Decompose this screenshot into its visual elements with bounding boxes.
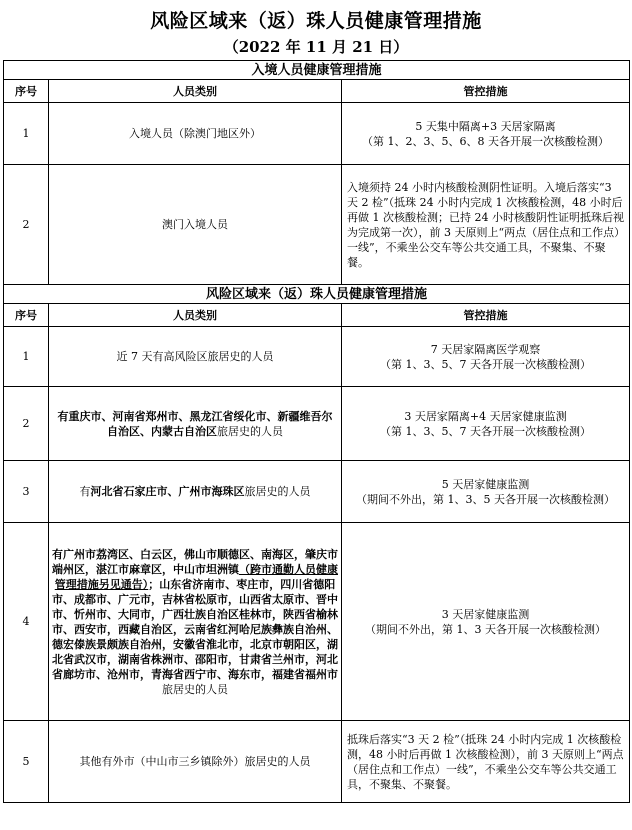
row-measure: 抵珠后落实“3 天 2 检”（抵珠 24 小时内完成 1 次核酸检测，48 小时后再做 1 次核酸检测），前 3 天原则上“两点（居住点和工作点）一线”，不乘坐公交车等公共交通工具，不聚集、不聚餐。 [342,721,630,803]
table-row [4,103,630,165]
row-measure: 3 天居家健康监测 （期间不外出，第 1、3 天各开展一次核酸检测） [342,523,630,721]
category-regions: 有重庆市、河南省郑州市、黑龙江省绥化市、新疆维吾尔自治区、内蒙古自治区 [57,409,333,438]
category-commuter-note: （跨市通勤人员健康管理措施另见通告） [54,562,338,591]
page-title: 风险区域来（返）珠人员健康管理措施 [150,10,482,32]
page-date: （2022 年 11 月 21 日） [223,38,409,56]
category-regions: 河北省石家庄市、广州市海珠区 [90,485,245,498]
row-no: 2 [4,387,49,461]
row-category: 入境人员（除澳门地区外） [49,103,342,165]
category-tail: 旅居史的人员 [244,485,311,498]
row-measure: 7 天居家隔离医学观察 （第 1、3、5、7 天各开展一次核酸检测） [342,327,630,387]
section-heading-risk-area: 风险区域来（返）珠人员健康管理措施 [4,285,630,304]
table-row [4,327,630,387]
row-measure: 3 天居家隔离+4 天居家健康监测 （第 1、3、5、7 天各开展一次核酸检测） [342,387,630,461]
category-regions: 有广州市荔湾区、白云区，佛山市顺德区、南海区，肇庆市端州区，湛江市麻章区，中山市坦洲镇 [52,547,338,576]
header-measure: 管控措施 [342,304,630,327]
header-no: 序号 [4,80,49,103]
row-category: 近 7 天有高风险区旅居史的人员 [49,327,342,387]
table-row [4,165,630,285]
row-category [49,523,342,721]
row-no: 1 [4,327,49,387]
section-heading-inbound: 入境人员健康管理措施 [4,61,630,80]
row-no: 4 [4,523,49,721]
header-category: 人员类别 [49,80,342,103]
row-category: 其他有外市（中山市三乡镇除外）旅居史的人员 [49,721,342,803]
row-no: 3 [4,461,49,523]
category-lead: 有 [79,485,91,498]
table-row [4,721,630,803]
row-measure: 5 天居家健康监测 （期间不外出，第 1、3、5 天各开展一次核酸检测） [342,461,630,523]
category-tail: 旅居史的人员 [217,424,283,438]
category-regions-more: ；山东省济南市、枣庄市，四川省德阳市、成都市、广元市，吉林省松原市，山西省太原市、晋中市、忻州市、大同市，广西壮族自治区桂林市，陕西省榆林市、西安市，西藏自治区，云南省红河哈尼族彝族自治州、德宏傣族景颇族自治州，安徽省淮北市，北京市朝阳区，湖北省武汉市，湖南省株洲市、邵阳市，甘肃省兰州市，河北省廊坊市、沧州市，青海省西宁市、海东市，福建省福州市 [52,577,338,681]
table-row [4,523,630,721]
table-row [4,387,630,461]
row-no: 1 [4,103,49,165]
row-measure: 入境须持 24 小时内核酸检测阴性证明。入境后落实“3 天 2 检”（抵珠 24 小时内完成 1 次核酸检测，48 小时后再做 1 次核酸检测；已持 24 小时核酸阴性证明抵珠后视为完成第一次），前 3 天原则上“两点（居住点和工作点）一线”，不乘坐公交车等公共交通工具，不聚集、不聚餐。 [342,165,630,285]
row-category: 澳门入境人员 [49,165,342,285]
header-category: 人员类别 [49,304,342,327]
row-category [49,461,342,523]
row-no: 5 [4,721,49,803]
table-row [4,461,630,523]
header-no: 序号 [4,304,49,327]
header-measure: 管控措施 [342,80,630,103]
row-category [49,387,342,461]
row-no: 2 [4,165,49,285]
category-tail: 旅居史的人员 [162,682,228,696]
row-measure: 5 天集中隔离+3 天居家隔离 （第 1、2、3、5、6、8 天各开展一次核酸检测） [342,103,630,165]
measures-table [3,60,630,803]
